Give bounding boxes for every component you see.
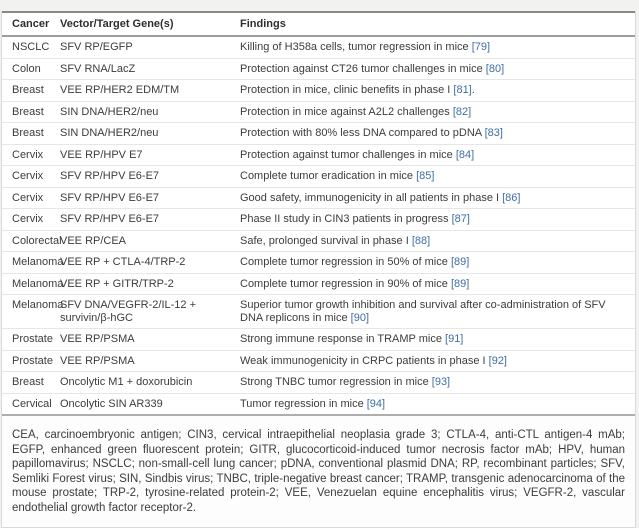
reference-link[interactable]: [89]	[450, 277, 470, 290]
cell-cancer: NSCLC	[12, 41, 50, 53]
cell-findings	[240, 166, 635, 188]
cell-cancer: Cervix	[2, 144, 60, 166]
finding-text: Complete tumor regression in 90% of mice	[240, 277, 448, 290]
abbreviations-footnote: CEA, carcinoembryonic antigen; CIN3, cervical intraepithelial neoplasia grade 3; CTLA-4, anti-CTL antigen-4 mAb; EGFP, enhanced green fluorescent protein; GITR, glucocorticoid-induced tumor necrosis factor mAb; HPV, human papillomavirus; NSCLC; non-small-cell lung cancer; pDNA, conventional plasmid DNA; RP, recombinant particles; SFV, Semliki Forest virus; SIN, Sindbis virus; TNBC, triple-negative breast cancer; TRAMP, transgenic adenocarcinoma of the mouse prostate; TRP-2, tyrosine-related protein-2; VEE, Venezuelan equine encephalitis virus; VEGFR-2, vascular endothelial growth factor receptor-2.	[2, 416, 635, 527]
cancer-vector-findings-table	[2, 11, 635, 416]
cell-vector-target-gene: SFV DNA/VEGFR-2/IL-12 + survivin/β-hGC	[60, 295, 240, 329]
table-row	[2, 372, 635, 394]
reference-link[interactable]: [94]	[366, 397, 386, 410]
table-row	[2, 187, 635, 209]
table-row	[2, 58, 635, 80]
table-row	[2, 101, 635, 123]
finding-text: Good safety, immunogenicity in all patients in phase I	[240, 191, 500, 204]
table-row	[2, 36, 635, 58]
cell-cancer: Melanoma	[2, 295, 60, 329]
cell-vector-target-gene: VEE RP/HPV E7	[60, 144, 240, 166]
finding-text: Tumor regression in mice	[240, 397, 364, 410]
cell-findings	[240, 295, 635, 329]
cell-cancer: Prostate	[2, 350, 60, 372]
cell-findings	[240, 329, 635, 351]
cell-cancer: Colon	[2, 58, 60, 80]
cell-vector-target-gene: VEE RP/PSMA	[60, 350, 240, 372]
cell-findings	[240, 58, 635, 80]
cell-cancer: Melanoma	[2, 273, 60, 295]
cell-findings	[240, 101, 635, 123]
cell-findings	[240, 36, 635, 58]
cell-vector-target-gene: VEE RP + GITR/TRP-2	[60, 273, 240, 295]
reference-link[interactable]: [90]	[350, 311, 370, 324]
cell-cancer: Breast	[2, 80, 60, 102]
table-row	[2, 80, 635, 102]
cell-findings	[240, 350, 635, 372]
cell-vector-target-gene: SFV RNA/LacZ	[60, 58, 240, 80]
table-row	[2, 393, 635, 415]
reference-link[interactable]: [80]	[485, 62, 505, 75]
reference-link[interactable]: [83]	[484, 127, 503, 139]
finding-text: Strong TNBC tumor regression in mice	[240, 376, 429, 388]
table-row	[2, 350, 635, 372]
reference-link[interactable]: [89]	[450, 256, 470, 268]
table-row	[2, 273, 635, 295]
table-row	[2, 144, 635, 166]
cell-cancer: Cervix	[2, 166, 60, 188]
table-header	[2, 12, 635, 36]
finding-text: Strong immune response in TRAMP mice	[240, 333, 442, 345]
reference-link[interactable]: [88]	[411, 234, 431, 247]
cell-findings	[240, 372, 635, 394]
cell-findings	[240, 252, 635, 274]
cell-vector-target-gene: SIN DNA/HER2/neu	[60, 123, 240, 145]
finding-text: Weak immunogenicity in CRPC patients in phase I	[240, 354, 486, 367]
cell-cancer: Breast	[2, 123, 60, 145]
cell-findings	[240, 230, 635, 252]
finding-text: Protection with 80% less DNA compared to pDNA	[240, 127, 482, 139]
cell-cancer: Colorectal	[2, 230, 60, 252]
finding-suffix: .	[471, 84, 475, 96]
cell-cancer: Melanoma	[2, 252, 60, 274]
cell-findings	[240, 187, 635, 209]
cell-cancer: Breast	[2, 101, 60, 123]
cell-vector-target-gene: VEE RP/CEA	[60, 230, 240, 252]
cell-vector-target-gene: SFV RP/EGFP	[60, 41, 133, 53]
cell-findings	[240, 123, 635, 145]
cell-cancer: Cervical	[2, 393, 60, 415]
finding-text: Complete tumor regression in 50% of mice	[240, 256, 448, 268]
cell-findings	[240, 144, 635, 166]
table-row	[2, 166, 635, 188]
cell-cancer: Breast	[2, 372, 60, 394]
cell-cancer: Prostate	[2, 329, 60, 351]
table-figure-container	[1, 11, 636, 528]
cell-cancer: Cervix	[2, 209, 60, 231]
table-row	[2, 295, 635, 329]
table-row	[2, 329, 635, 351]
reference-link[interactable]: [81]	[453, 84, 472, 96]
cell-vector-target-gene: Oncolytic M1 + doxorubicin	[60, 372, 240, 394]
finding-text: Phase II study in CIN3 patients in progress	[240, 213, 449, 225]
cell-cancer: Cervix	[2, 187, 60, 209]
table-body	[2, 36, 635, 415]
cell-findings	[240, 80, 635, 102]
table-row	[2, 123, 635, 145]
cell-vector-target-gene: Oncolytic SIN AR339	[60, 393, 240, 415]
reference-link[interactable]: [85]	[416, 170, 435, 182]
reference-link[interactable]: [82]	[452, 105, 472, 118]
finding-text: Protection in mice, clinic benefits in phase I	[240, 84, 451, 96]
finding-text: Superior tumor growth inhibition and survival after co-administration of SFV DNA replicons in mice	[240, 299, 606, 324]
column-header-0: Cancer	[2, 12, 60, 36]
cell-vector-target-gene: SFV RP/HPV E6-E7	[60, 166, 240, 188]
reference-link[interactable]: [92]	[488, 354, 507, 367]
cell-vector-target-gene: SFV RP/HPV E6-E7	[60, 187, 240, 209]
reference-link[interactable]: [93]	[431, 376, 451, 388]
reference-link[interactable]: [86]	[502, 191, 521, 204]
column-header-1: Vector/Target Gene(s)	[60, 12, 240, 36]
cell-vector-target-gene: VEE RP + CTLA-4/TRP-2	[60, 252, 240, 274]
table-row	[2, 230, 635, 252]
cell-findings	[240, 209, 635, 231]
table-row	[2, 252, 635, 274]
cell-vector-target-gene: SFV RP/HPV E6-E7	[60, 209, 240, 231]
finding-text: Complete tumor eradication in mice	[240, 170, 414, 182]
reference-link[interactable]: [87]	[451, 213, 470, 225]
table-header-row	[2, 12, 635, 36]
finding-text: Protection against tumor challenges in mice	[240, 148, 453, 161]
reference-link[interactable]: [84]	[455, 148, 475, 161]
finding-text: Protection against CT26 tumor challenges in mice	[240, 62, 483, 75]
finding-text: Killing of H358a cells, tumor regression in mice	[240, 41, 469, 53]
cell-vector-target-gene: VEE RP/HER2 EDM/TM	[60, 80, 240, 102]
column-header-2: Findings	[240, 12, 635, 36]
cell-vector-target-gene: VEE RP/PSMA	[60, 329, 240, 351]
reference-link[interactable]: [91]	[445, 333, 464, 345]
finding-text: Protection in mice against A2L2 challenges	[240, 105, 450, 118]
cell-findings	[240, 393, 635, 415]
finding-text: Safe, prolonged survival in phase I	[240, 234, 409, 247]
cell-vector-target-gene: SIN DNA/HER2/neu	[60, 101, 240, 123]
cell-findings	[240, 273, 635, 295]
reference-link[interactable]: [79]	[471, 41, 491, 53]
table-row	[2, 209, 635, 231]
